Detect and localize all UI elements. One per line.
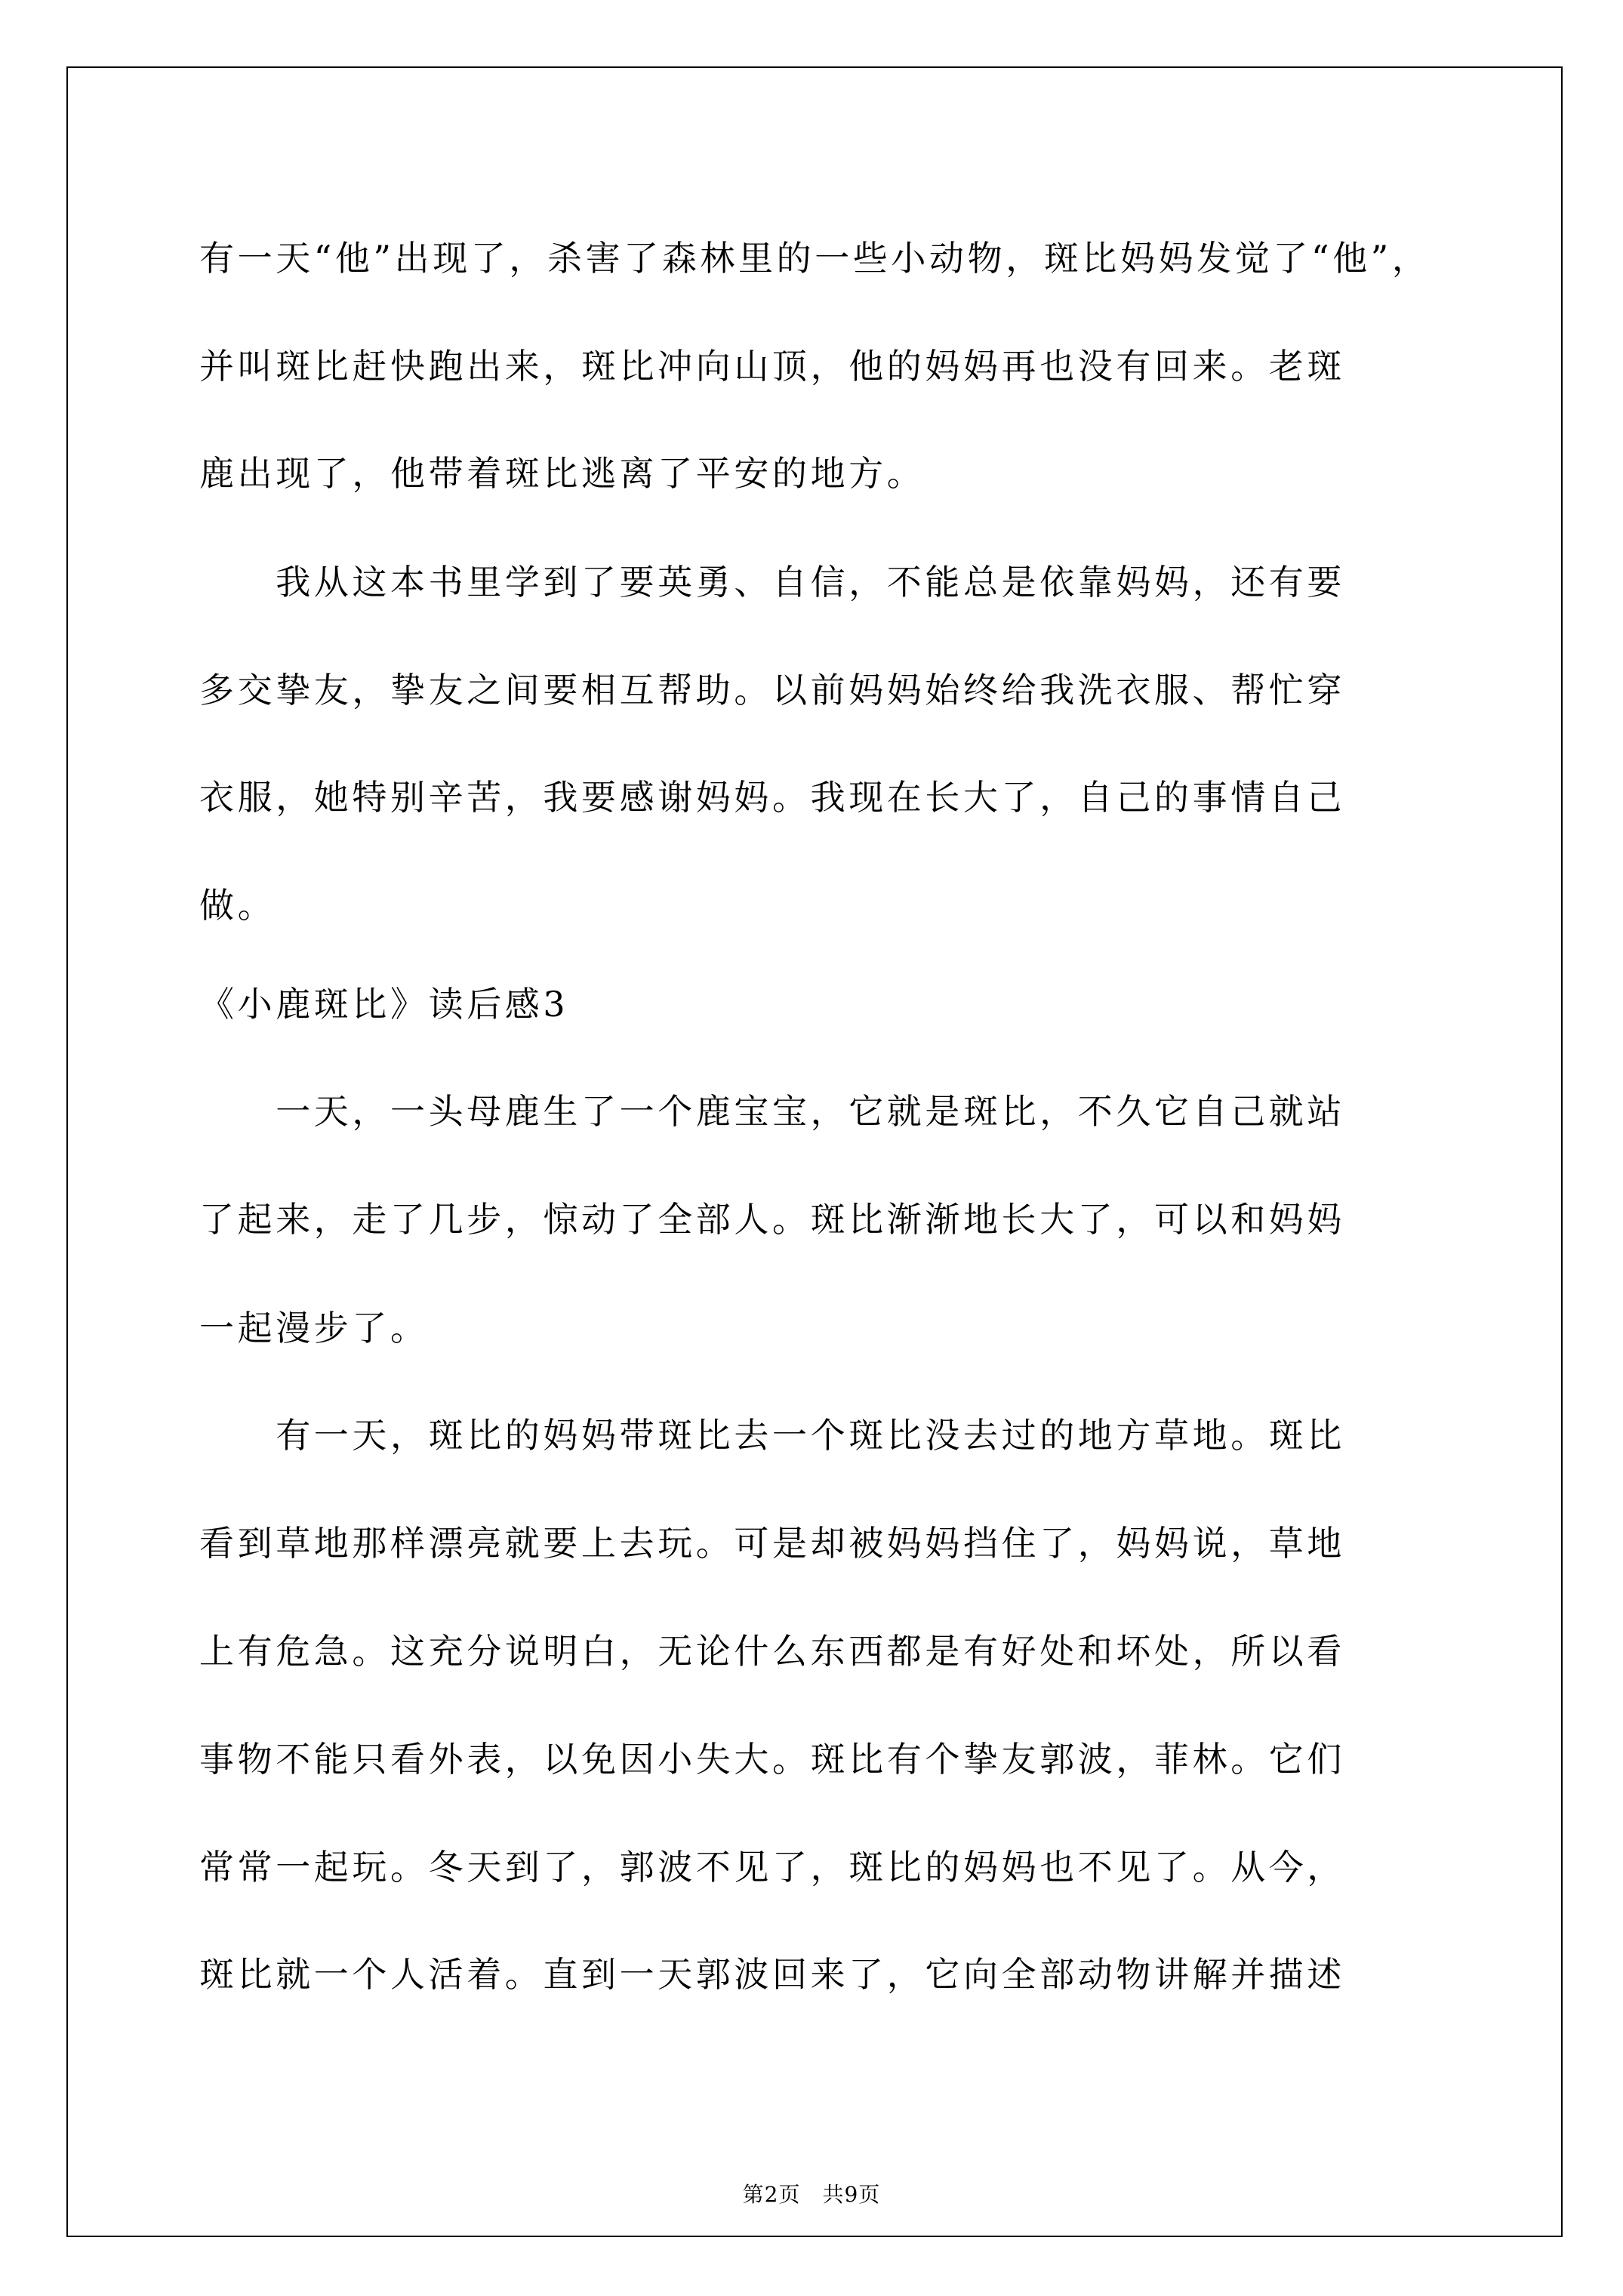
- text-line: 看到草地那样漂亮就要上去玩。可是却被妈妈挡住了，妈妈说，草地: [199, 1523, 1345, 1564]
- text-line: 鹿出现了，他带着斑比逃离了平安的地方。: [199, 453, 925, 494]
- text-line: 事物不能只看外表，以免因小失大。斑比有个挚友郭波，菲林。它们: [199, 1739, 1345, 1780]
- text-line: 了起来，走了几步，惊动了全部人。斑比渐渐地长大了，可以和妈妈: [199, 1199, 1345, 1240]
- text-line: 有一天，斑比的妈妈带斑比去一个斑比没去过的地方草地。斑比: [199, 1415, 1345, 1456]
- text-line: 上有危急。这充分说明白，无论什么东西都是有好处和坏处，所以看: [199, 1631, 1345, 1672]
- text-line: 斑比就一个人活着。直到一天郭波回来了，它向全部动物讲解并描述: [199, 1954, 1345, 1995]
- page-number: 第2页 共9页: [742, 2182, 881, 2207]
- text-line: 常常一起玩。冬天到了，郭波不见了，斑比的妈妈也不见了。从今，: [199, 1847, 1345, 1888]
- text-line: 并叫斑比赶快跑出来，斑比冲向山顶，他的妈妈再也没有回来。老斑: [199, 346, 1345, 387]
- text-line: 做。: [199, 885, 276, 926]
- text-line: 我从这本书里学到了要英勇、自信，不能总是依靠妈妈，还有要: [199, 562, 1345, 603]
- text-line: 一起漫步了。: [199, 1308, 429, 1348]
- page-border: [66, 66, 1563, 2237]
- text-line: 有一天“他”出现了，杀害了森林里的一些小动物，斑比妈妈发觉了“他”，: [199, 238, 1431, 279]
- text-line: 多交挚友，挚友之间要相互帮助。以前妈妈始终给我洗衣服、帮忙穿: [199, 670, 1345, 710]
- section-heading: 《小鹿斑比》读后感3: [199, 984, 569, 1025]
- text-line: 一天，一头母鹿生了一个鹿宝宝，它就是斑比，不久它自己就站: [199, 1091, 1345, 1132]
- text-line: 衣服，她特别辛苦，我要感谢妈妈。我现在长大了，自己的事情自己: [199, 777, 1345, 818]
